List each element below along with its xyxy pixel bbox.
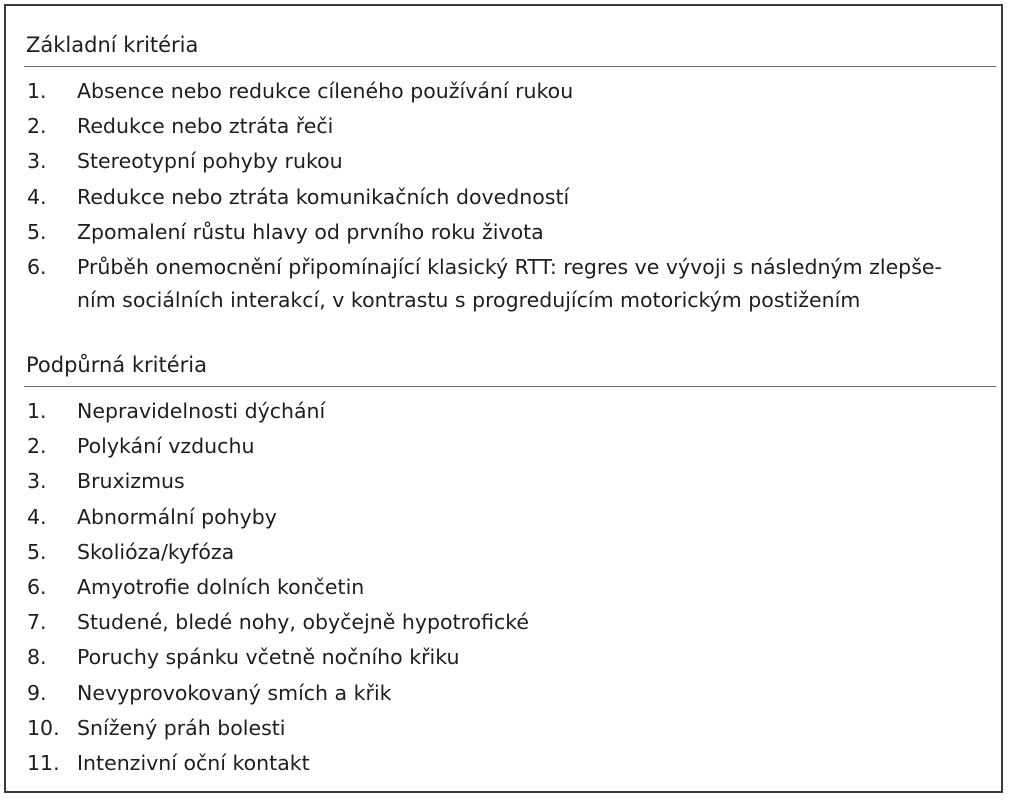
supportive-criteria-section: [24, 352, 996, 781]
item-text: [77, 250, 996, 317]
item-number: 10.: [27, 715, 60, 740]
item-number: 2.: [27, 434, 47, 459]
item-text: Redukce nebo ztráta řeči: [77, 114, 334, 139]
item-number: 1.: [27, 399, 47, 423]
item-text: Nepravidelnosti dýchání: [77, 399, 326, 423]
item-text: Nevyprovokovaný smích a křik: [77, 680, 392, 705]
item-number: 5.: [27, 539, 47, 564]
item-number: 3.: [27, 469, 47, 494]
list-item: [24, 535, 996, 570]
item-number: 6.: [27, 575, 47, 600]
item-text: Bruxizmus: [77, 469, 185, 494]
list-item: [24, 676, 996, 711]
item-number: 4.: [27, 504, 47, 529]
criteria-table-frame: [4, 4, 1003, 793]
item-number: 5.: [27, 219, 47, 244]
list-item: [24, 429, 996, 464]
item-text: Amyotrofie dolních končetin: [77, 575, 365, 600]
supportive-criteria-divider: [24, 386, 996, 387]
item-text: Abnormální pohyby: [77, 504, 277, 529]
item-number: 1.: [27, 79, 47, 103]
item-text: Polykání vzduchu: [77, 434, 255, 459]
item-text: Stereotypní pohyby rukou: [77, 149, 343, 174]
list-item: [24, 640, 996, 675]
item-text: Zpomalení růstu hlavy od prvního roku života: [77, 219, 544, 244]
list-item: [24, 500, 996, 535]
item-number: 8.: [27, 645, 47, 670]
list-item: [24, 109, 996, 144]
item-number: 11.: [27, 751, 60, 776]
item-text: Poruchy spánku včetně nočního křiku: [77, 645, 460, 670]
item-text: Absence nebo redukce cíleného používání rukou: [77, 79, 574, 103]
item-text-line-1: Průběh onemocnění připomínající klasický RTT: regres ve vývoji s následným zlepše-: [77, 255, 942, 280]
item-text: Skolióza/kyfóza: [77, 539, 235, 564]
item-number: 6.: [27, 255, 47, 280]
basic-criteria-title: Základní kritéria: [26, 33, 199, 57]
basic-criteria-list: [24, 74, 996, 317]
basic-criteria-section: [24, 32, 996, 317]
list-item: [24, 180, 996, 215]
item-text-line-2: ním sociálních interakcí, v kontrastu s progredujícím motorickým postižením: [77, 288, 861, 313]
item-number: 2.: [27, 114, 47, 139]
item-number: 4.: [27, 184, 47, 209]
list-item: [24, 746, 996, 781]
basic-criteria-divider: [24, 66, 996, 67]
list-item: [24, 215, 996, 250]
list-item: [24, 250, 996, 317]
item-number: 7.: [27, 610, 47, 635]
list-item: [24, 144, 996, 179]
item-text: Studené, bledé nohy, obyčejně hypotrofické: [77, 610, 530, 635]
item-number: 3.: [27, 149, 47, 174]
item-text: Snížený práh bolesti: [77, 715, 286, 740]
list-item: [24, 570, 996, 605]
item-number: 9.: [27, 680, 47, 705]
supportive-criteria-title: Podpůrná kritéria: [26, 353, 207, 377]
list-item: [24, 464, 996, 499]
list-item: [24, 605, 996, 640]
item-text: Redukce nebo ztráta komunikačních dovedností: [77, 184, 570, 209]
supportive-criteria-list: [24, 394, 996, 781]
list-item: [24, 711, 996, 746]
list-item: [24, 74, 996, 109]
list-item: [24, 394, 996, 429]
item-text: Intenzivní oční kontakt: [77, 751, 310, 776]
